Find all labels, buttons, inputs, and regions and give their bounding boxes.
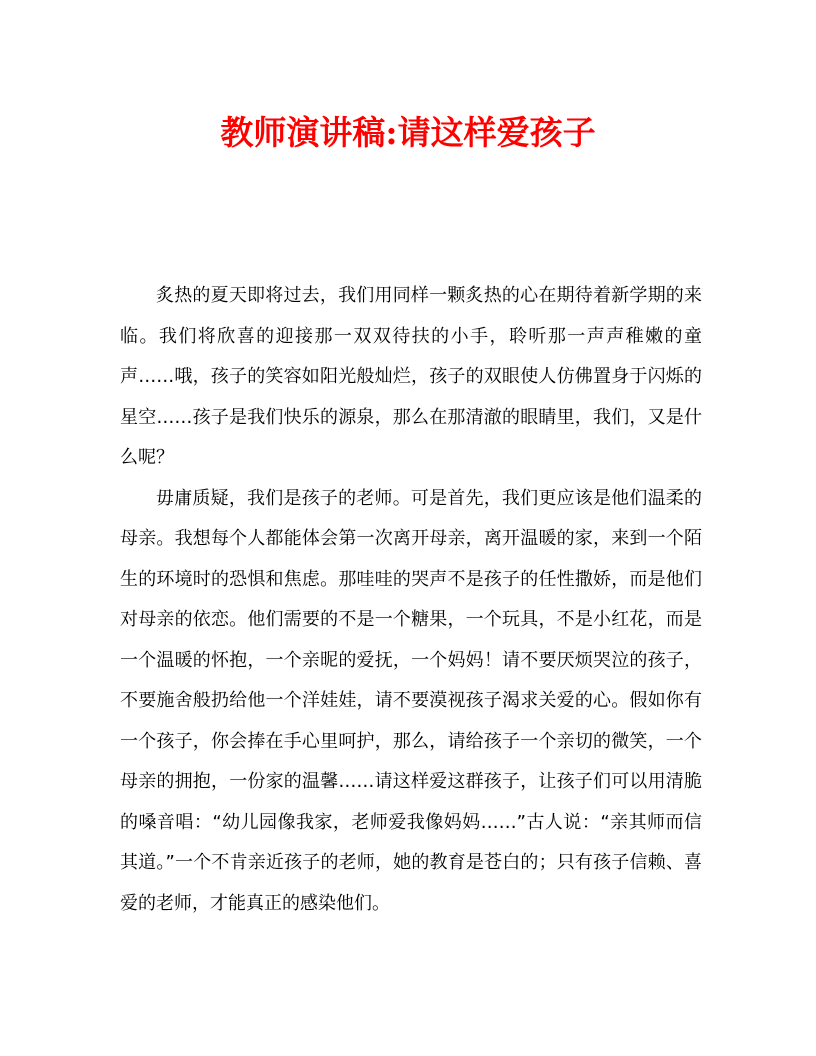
document-body	[120, 276, 702, 924]
document-title: 教师演讲稿:请这样爱孩子	[220, 113, 596, 152]
paragraph: 毋庸质疑，我们是孩子的老师。可是首先，我们更应该是他们温柔的母亲。我想每个人都能体会第一次离开母亲，离开温暖的家，来到一个陌生的环境时的恐惧和焦虑。那哇哇的哭声不是孩子的任性撒娇，而是他们对母亲的依恋。他们需要的不是一个糖果，一个玩具，不是小红花，而是一个温暖的怀抱，一个亲昵的爱抚，一个妈妈！请不要厌烦哭泣的孩子，不要施舍般扔给他一个洋娃娃，请不要漠视孩子渴求关爱的心。假如你有一个孩子，你会捧在手心里呵护，那么，请给孩子一个亲切的微笑，一个母亲的拥抱，一份家的温馨……请这样爱这群孩子，让孩子们可以用清脆的嗓音唱：“幼儿园像我家，老师爱我像妈妈……”古人说：“亲其师而信其道。”一个不肯亲近孩子的老师，她的教育是苍白的；只有孩子信赖、喜爱的老师，才能真正的感染他们。	[120, 487, 702, 914]
paragraph: 炙热的夏天即将过去，我们用同样一颗炙热的心在期待着新学期的来临。我们将欣喜的迎接那一双双待扶的小手，聆听那一声声稚嫩的童声……哦，孩子的笑容如阳光般灿烂，孩子的双眼使人仿佛置身于闪烁的星空……孩子是我们快乐的源泉，那么在那清澈的眼睛里，我们，又是什么呢？	[120, 285, 702, 468]
